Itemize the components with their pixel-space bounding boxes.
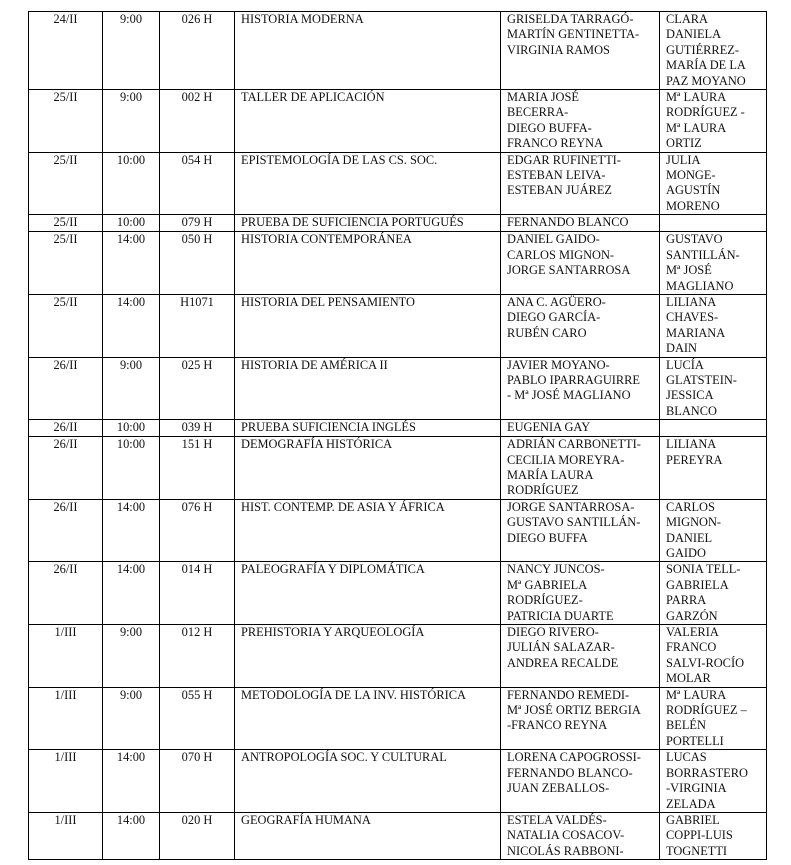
- tribunal-members: [501, 90, 660, 153]
- subject-name: PALEOGRAFÍA Y DIPLOMÁTICA: [235, 562, 501, 625]
- exam-time: 9:00: [103, 687, 160, 750]
- substitute-member-line: RODRÍGUEZ -: [666, 105, 745, 120]
- table-row: [29, 499, 767, 562]
- substitute-member-line: JESSICA: [666, 388, 714, 403]
- subject-name: ANTROPOLOGÍA SOC. Y CULTURAL: [235, 750, 501, 813]
- course-code: 020 H: [160, 812, 235, 859]
- substitute-members: [660, 420, 767, 437]
- course-code: 050 H: [160, 232, 235, 295]
- substitute-member-line: MAGLIANO: [666, 278, 734, 293]
- substitute-members: [660, 152, 767, 215]
- exam-date: 25/II: [29, 152, 103, 215]
- course-code: 026 H: [160, 12, 235, 90]
- tribunal-members: [501, 152, 660, 215]
- table-row: [29, 625, 767, 688]
- tribunal-members: [501, 812, 660, 859]
- tribunal-members: [501, 215, 660, 232]
- substitute-members: [660, 499, 767, 562]
- substitute-members: [660, 625, 767, 688]
- tribunal-members: [501, 437, 660, 500]
- course-code: 054 H: [160, 152, 235, 215]
- substitute-member-line: SONIA TELL-: [666, 562, 741, 577]
- substitute-member-line: Mª LAURA: [666, 687, 727, 702]
- substitute-member-line: BLANCO: [666, 403, 717, 418]
- tribunal-members: [501, 625, 660, 688]
- tribunal-member-line: -FRANCO REYNA: [507, 718, 608, 733]
- substitute-member-line: GABRIELA: [666, 577, 729, 592]
- table-row: [29, 90, 767, 153]
- subject-name: GEOGRAFÍA HUMANA: [235, 812, 501, 859]
- exam-time: 10:00: [103, 420, 160, 437]
- substitute-member-line: DAIN: [666, 341, 697, 356]
- subject-name: PRUEBA DE SUFICIENCIA PORTUGUÉS: [235, 215, 501, 232]
- substitute-member-line: Mª JOSÉ: [666, 263, 712, 278]
- substitute-member-line: CARLOS: [666, 499, 715, 514]
- substitute-member-line: VALERIA: [666, 625, 719, 640]
- substitute-member-line: JULIA: [666, 152, 701, 167]
- tribunal-members: [501, 294, 660, 357]
- tribunal-member-line: PABLO IPARRAGUIRRE: [507, 372, 641, 387]
- tribunal-member-line: DIEGO RIVERO-: [507, 625, 599, 640]
- subject-name: HISTORIA DEL PENSAMIENTO: [235, 294, 501, 357]
- substitute-member-line: COPPI-LUIS: [666, 828, 733, 843]
- substitute-member-line: SALVI-ROCÍO: [666, 655, 745, 670]
- subject-name: HISTORIA DE AMÉRICA II: [235, 357, 501, 420]
- substitute-members: [660, 294, 767, 357]
- tribunal-members: [501, 499, 660, 562]
- tribunal-member-line: DANIEL GAIDO-: [507, 232, 600, 247]
- course-code: H1071: [160, 294, 235, 357]
- tribunal-member-line: JORGE SANTARROSA: [507, 263, 631, 278]
- tribunal-member-line: JORGE SANTARROSA-: [507, 499, 635, 514]
- substitute-member-line: PARRA: [666, 593, 707, 608]
- substitute-member-line: MOLAR: [666, 671, 711, 686]
- tribunal-member-line: ESTEBAN JUÁREZ: [507, 183, 612, 198]
- tribunal-member-line: JAVIER MOYANO-: [507, 357, 610, 372]
- tribunal-member-line: NANCY JUNCOS-: [507, 562, 605, 577]
- subject-name: EPISTEMOLOGÍA DE LAS CS. SOC.: [235, 152, 501, 215]
- substitute-member-line: GUTIÉRREZ-: [666, 42, 739, 57]
- tribunal-member-line: DIEGO GARCÍA-: [507, 310, 601, 325]
- subject-name: HIST. CONTEMP. DE ASIA Y ÁFRICA: [235, 499, 501, 562]
- tribunal-member-line: FERNANDO REMEDI-: [507, 687, 630, 702]
- tribunal-member-line: MARTÍN GENTINETTA-: [507, 27, 640, 42]
- exam-date: 24/II: [29, 12, 103, 90]
- course-code: 055 H: [160, 687, 235, 750]
- tribunal-member-line: MARIA JOSÉ: [507, 90, 579, 105]
- substitute-member-line: MARIANA: [666, 325, 726, 340]
- tribunal-member-line: RODRÍGUEZ: [507, 483, 579, 498]
- exam-date: 26/II: [29, 562, 103, 625]
- substitute-member-line: -VIRGINIA: [666, 781, 727, 796]
- substitute-member-line: LILIANA: [666, 294, 717, 309]
- substitute-members: [660, 562, 767, 625]
- tribunal-members: [501, 12, 660, 90]
- tribunal-members: [501, 687, 660, 750]
- substitute-member-line: Mª LAURA: [666, 120, 727, 135]
- substitute-member-line: MONGE-: [666, 168, 716, 183]
- table-row: [29, 152, 767, 215]
- tribunal-member-line: JULIÁN SALAZAR-: [507, 640, 615, 655]
- exam-schedule-body: [29, 12, 767, 860]
- tribunal-members: [501, 232, 660, 295]
- tribunal-member-line: RODRÍGUEZ-: [507, 593, 583, 608]
- substitute-member-line: PORTELLI: [666, 733, 724, 748]
- substitute-member-line: BELÉN: [666, 718, 706, 733]
- tribunal-member-line: - Mª JOSÉ MAGLIANO: [507, 388, 631, 403]
- tribunal-member-line: VIRGINIA RAMOS: [507, 42, 610, 57]
- substitute-member-line: Mª LAURA: [666, 90, 727, 105]
- tribunal-member-line: ANDREA RECALDE: [507, 655, 619, 670]
- exam-date: 25/II: [29, 294, 103, 357]
- substitute-members: [660, 812, 767, 859]
- substitute-member-line: TOGNETTI: [666, 843, 728, 858]
- exam-date: 1/III: [29, 687, 103, 750]
- tribunal-member-line: ESTELA VALDÉS-: [507, 812, 607, 827]
- substitute-member-line: GABRIEL: [666, 812, 720, 827]
- substitute-member-line: CLARA: [666, 12, 708, 26]
- substitute-member-line: PEREYRA: [666, 452, 723, 467]
- exam-date: 26/II: [29, 420, 103, 437]
- substitute-member-line: CHAVES-: [666, 310, 719, 325]
- tribunal-member-line: Mª GABRIELA: [507, 577, 588, 592]
- substitute-member-line: LUCÍA: [666, 357, 704, 372]
- course-code: 025 H: [160, 357, 235, 420]
- exam-date: 26/II: [29, 499, 103, 562]
- substitute-member-line: ORTIZ: [666, 136, 702, 151]
- substitute-members: [660, 750, 767, 813]
- tribunal-members: [501, 562, 660, 625]
- exam-date: 26/II: [29, 357, 103, 420]
- substitute-member-line: GAIDO: [666, 546, 706, 560]
- exam-date: 1/III: [29, 750, 103, 813]
- course-code: 002 H: [160, 90, 235, 153]
- exam-time: 14:00: [103, 750, 160, 813]
- course-code: 012 H: [160, 625, 235, 688]
- table-row: [29, 562, 767, 625]
- exam-date: 25/II: [29, 215, 103, 232]
- subject-name: METODOLOGÍA DE LA INV. HISTÓRICA: [235, 687, 501, 750]
- subject-name: HISTORIA CONTEMPORÁNEA: [235, 232, 501, 295]
- tribunal-member-line: DIEGO BUFFA-: [507, 120, 592, 135]
- substitute-member-line: GLATSTEIN-: [666, 372, 737, 387]
- substitute-members: [660, 215, 767, 232]
- subject-name: DEMOGRAFÍA HISTÓRICA: [235, 437, 501, 500]
- substitute-member-line: ZELADA: [666, 796, 716, 811]
- substitute-members: [660, 357, 767, 420]
- course-code: 014 H: [160, 562, 235, 625]
- substitute-members: [660, 437, 767, 500]
- substitute-members: [660, 687, 767, 750]
- substitute-member-line: MIGNON-: [666, 515, 722, 530]
- subject-name: TALLER DE APLICACIÓN: [235, 90, 501, 153]
- exam-time: 10:00: [103, 152, 160, 215]
- exam-date: 1/III: [29, 812, 103, 859]
- substitute-member-line: BORRASTERO: [666, 765, 748, 780]
- substitute-members: [660, 90, 767, 153]
- substitute-member-line: SANTILLÁN-: [666, 247, 740, 262]
- exam-date: 25/II: [29, 90, 103, 153]
- exam-date: 25/II: [29, 232, 103, 295]
- tribunal-member-line: ADRIÁN CARBONETTI-: [507, 437, 641, 452]
- exam-date: 26/II: [29, 437, 103, 500]
- table-row: [29, 437, 767, 500]
- tribunal-member-line: ANA C. AGÜERO-: [507, 294, 606, 309]
- substitute-member-line: DANIELA: [666, 27, 722, 42]
- exam-schedule-table: [28, 11, 767, 860]
- table-row: [29, 232, 767, 295]
- exam-time: 14:00: [103, 562, 160, 625]
- tribunal-member-line: BECERRA-: [507, 105, 569, 120]
- tribunal-member-line: EDGAR RUFINETTI-: [507, 152, 621, 167]
- tribunal-member-line: GRISELDA TARRAGÓ-: [507, 12, 634, 26]
- table-row: [29, 357, 767, 420]
- substitute-member-line: AGUSTÍN: [666, 183, 721, 198]
- table-row: [29, 294, 767, 357]
- substitute-member-line: PAZ MOYANO: [666, 73, 746, 88]
- tribunal-member-line: PATRICIA DUARTE: [507, 608, 614, 623]
- tribunal-member-line: FERNANDO BLANCO: [507, 215, 629, 230]
- exam-time: 14:00: [103, 232, 160, 295]
- exam-time: 14:00: [103, 499, 160, 562]
- tribunal-member-line: JUAN ZEBALLOS-: [507, 781, 610, 796]
- tribunal-member-line: CECILIA MOREYRA-: [507, 452, 625, 467]
- tribunal-members: [501, 357, 660, 420]
- course-code: 079 H: [160, 215, 235, 232]
- substitute-members: [660, 12, 767, 90]
- substitute-member-line: RODRÍGUEZ –: [666, 703, 747, 718]
- substitute-member-line: MORENO: [666, 198, 720, 213]
- tribunal-member-line: RUBÉN CARO: [507, 325, 587, 340]
- table-row: [29, 750, 767, 813]
- substitute-member-line: FRANCO: [666, 640, 717, 655]
- substitute-member-line: DANIEL: [666, 530, 713, 545]
- tribunal-member-line: NATALIA COSACOV-: [507, 828, 625, 843]
- tribunal-member-line: GUSTAVO SANTILLÁN-: [507, 515, 641, 530]
- tribunal-member-line: FRANCO REYNA: [507, 136, 604, 151]
- table-row: [29, 420, 767, 437]
- table-row: [29, 215, 767, 232]
- substitute-member-line: GUSTAVO: [666, 232, 723, 247]
- tribunal-member-line: CARLOS MIGNON-: [507, 247, 615, 262]
- course-code: 070 H: [160, 750, 235, 813]
- exam-time: 10:00: [103, 437, 160, 500]
- exam-time: 9:00: [103, 357, 160, 420]
- substitute-members: [660, 232, 767, 295]
- course-code: 151 H: [160, 437, 235, 500]
- table-row: [29, 812, 767, 859]
- tribunal-member-line: FERNANDO BLANCO-: [507, 765, 633, 780]
- exam-time: 9:00: [103, 12, 160, 90]
- table-row: [29, 687, 767, 750]
- tribunal-member-line: ESTEBAN LEIVA-: [507, 168, 606, 183]
- subject-name: PRUEBA SUFICIENCIA INGLÉS: [235, 420, 501, 437]
- subject-name: HISTORIA MODERNA: [235, 12, 501, 90]
- exam-time: 9:00: [103, 90, 160, 153]
- tribunal-member-line: NICOLÁS RABBONI-: [507, 843, 624, 858]
- exam-time: 14:00: [103, 812, 160, 859]
- substitute-member-line: LUCAS: [666, 750, 707, 765]
- course-code: 076 H: [160, 499, 235, 562]
- tribunal-member-line: Mª JOSÉ ORTIZ BERGIA: [507, 703, 641, 718]
- subject-name: PREHISTORIA Y ARQUEOLOGÍA: [235, 625, 501, 688]
- tribunal-member-line: EUGENIA GAY: [507, 420, 591, 435]
- exam-date: 1/III: [29, 625, 103, 688]
- substitute-member-line: MARÍA DE LA: [666, 58, 746, 73]
- substitute-member-line: LILIANA: [666, 437, 717, 452]
- exam-time: 9:00: [103, 625, 160, 688]
- tribunal-member-line: DIEGO BUFFA: [507, 530, 588, 545]
- tribunal-members: [501, 750, 660, 813]
- substitute-member-line: GARZÓN: [666, 608, 718, 623]
- tribunal-member-line: LORENA CAPOGROSSI-: [507, 750, 641, 765]
- tribunal-members: [501, 420, 660, 437]
- course-code: 039 H: [160, 420, 235, 437]
- table-row: [29, 12, 767, 90]
- tribunal-member-line: MARÍA LAURA: [507, 467, 594, 482]
- exam-time: 10:00: [103, 215, 160, 232]
- exam-time: 14:00: [103, 294, 160, 357]
